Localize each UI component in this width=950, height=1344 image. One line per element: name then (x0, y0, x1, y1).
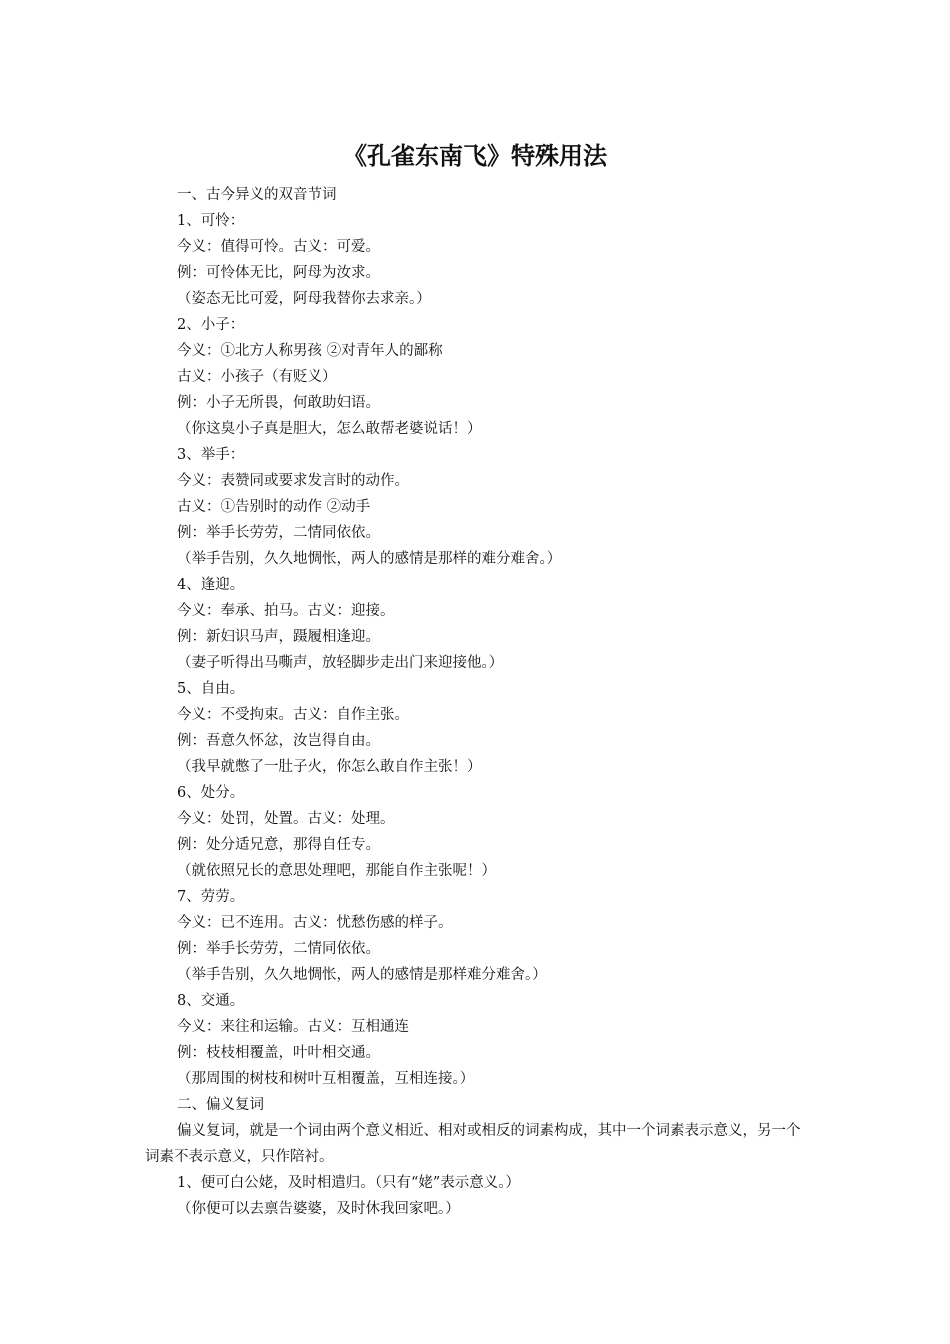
text-line: 例：新妇识马声，蹑履相逢迎。 (177, 629, 380, 645)
text-line: 例：吾意久怀忿，汝岂得自由。 (177, 733, 380, 749)
text-line: 今义：值得可怜。古义：可爱。 (177, 239, 380, 255)
document-title: 《孔雀东南飞》特殊用法 (343, 142, 607, 170)
text-line: 例：处分适兄意，那得自任专。 (177, 837, 380, 853)
section-heading: 二、偏义复词 (177, 1097, 264, 1113)
text-line: 今义：奉承、拍马。古义：迎接。 (177, 603, 395, 619)
text-line: 例：举手长劳劳，二情同依依。 (177, 525, 380, 541)
text-line: （你这臭小子真是胆大，怎么敢帮老婆说话！） (177, 421, 482, 437)
text-line: 今义：表赞同或要求发言时的动作。 (177, 473, 409, 489)
text-line: 今义：处罚，处置。古义：处理。 (177, 811, 395, 827)
text-line: （就依照兄长的意思处理吧，那能自作主张呢！） (177, 863, 496, 879)
text-line: 例：小子无所畏，何敢助妇语。 (177, 395, 380, 411)
text-line: 今义：①北方人称男孩 ②对青年人的鄙称 (177, 343, 443, 359)
text-line: （那周围的树枝和树叶互相覆盖，互相连接。） (177, 1071, 475, 1087)
text-line: 例：举手长劳劳，二情同依依。 (177, 941, 380, 957)
text-line: 今义：不受拘束。古义：自作主张。 (177, 707, 409, 723)
text-line: 今义：来往和运输。古义：互相通连 (177, 1019, 409, 1035)
section-heading: 一、古今异义的双音节词 (177, 187, 337, 203)
definition-paragraph: 偏义复词，就是一个词由两个意义相近、相对或相反的词素构成，其中一个词素表示意义，另一个词素不表示意义，只作陪衬。 (145, 1123, 801, 1165)
text-line: 例：可怜体无比，阿母为汝求。 (177, 265, 380, 281)
text-line: （举手告别，久久地惆怅，两人的感情是那样难分难舍。） (177, 967, 547, 983)
document-body (145, 182, 810, 1222)
item-heading: 7、劳劳。 (177, 889, 245, 905)
item-heading: 6、处分。 (177, 785, 245, 801)
text-line: 今义：已不连用。古义：忧愁伤感的样子。 (177, 915, 453, 931)
text-line: （姿态无比可爱，阿母我替你去求亲。） (177, 291, 431, 307)
item-heading: 2、小子： (177, 317, 245, 333)
text-line: 1、便可白公姥，及时相遣归。（只有“姥”表示意义。） (177, 1175, 521, 1191)
text-line: 古义：小孩子（有贬义） (177, 369, 337, 385)
text-line: （举手告别，久久地惆怅，两人的感情是那样的难分难舍。） (177, 551, 562, 567)
text-line: 例：枝枝相覆盖，叶叶相交通。 (177, 1045, 380, 1061)
text-line: 古义：①告别时的动作 ②动手 (177, 499, 371, 515)
item-heading: 8、交通。 (177, 993, 245, 1009)
item-heading: 1、可怜： (177, 213, 245, 229)
text-line: （我早就憋了一肚子火，你怎么敢自作主张！） (177, 759, 482, 775)
item-heading: 3、举手： (177, 447, 245, 463)
item-heading: 5、自由。 (177, 681, 245, 697)
text-line: （你便可以去禀告婆婆，及时休我回家吧。） (177, 1201, 460, 1217)
item-heading: 4、逢迎。 (177, 577, 245, 593)
text-line: （妻子听得出马嘶声，放轻脚步走出门来迎接他。） (177, 655, 504, 671)
